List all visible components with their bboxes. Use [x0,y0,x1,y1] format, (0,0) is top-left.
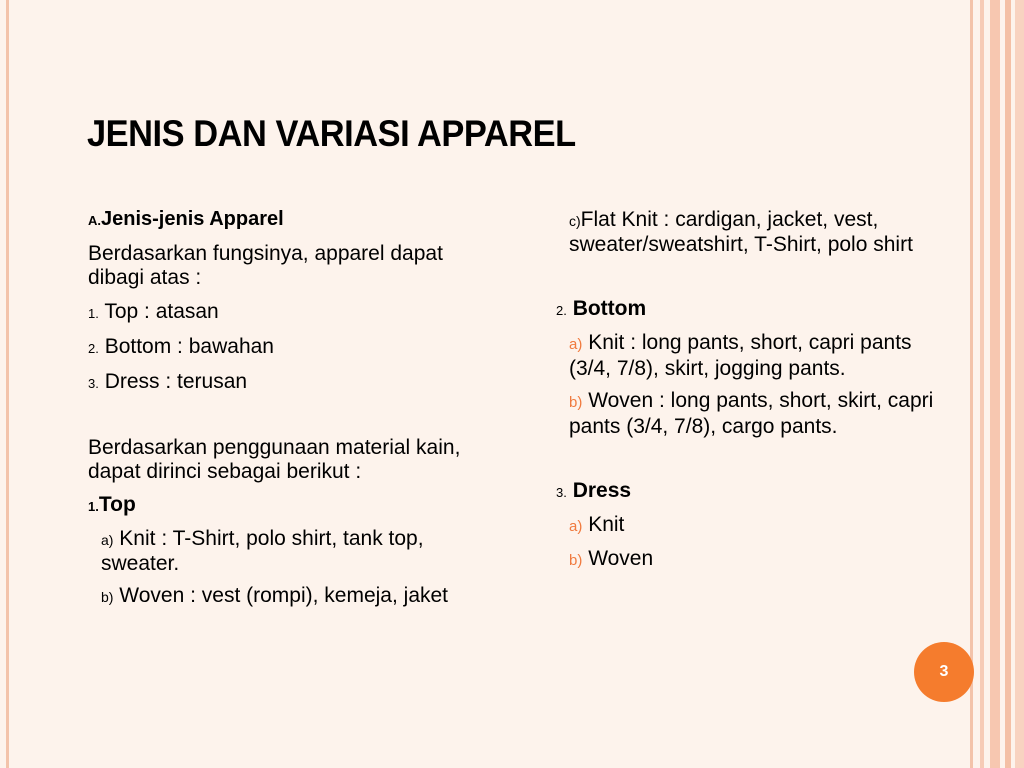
list-item [88,335,498,361]
sub-marker: b) [569,394,583,411]
list-sep: : [138,300,156,323]
page-number-badge [914,642,974,702]
decor-stripe [990,0,1000,768]
top-marker: 1. [88,499,99,514]
sub-marker: a) [569,518,583,535]
sub-text: Woven : vest (rompi), kemeja, jaket [119,584,449,607]
sub-text: Knit : long pants, short, capri pants (3/4, 7/8), skirt, jogging pants. [569,331,912,380]
sub-item [88,584,498,609]
intro2-text: Berdasarkan penggunaan material kain, dapat dirinci sebagai berikut : [88,436,461,483]
list-item [88,300,498,326]
sub-marker: a) [569,336,583,353]
bottom-label: Bottom [572,297,647,320]
sub-text: Woven : long pants, short, skirt, capri pants (3/4, 7/8), cargo pants. [569,389,934,438]
list-marker: 3. [88,376,99,391]
top-label: Top [98,493,136,516]
list-item [88,370,498,396]
sub-item [556,331,956,381]
right-column [556,208,956,573]
sub-marker: b) [101,589,114,605]
sub-text: Knit : T-Shirt, polo shirt, tank top, sweater. [101,527,424,575]
dress-heading [556,479,956,505]
top-heading [88,493,498,519]
decor-stripe [980,0,984,768]
section-title: Jenis-jenis Apparel [101,208,284,230]
sub-marker: a) [101,532,114,548]
list-marker: 2. [88,341,99,356]
bottom-heading [556,297,956,323]
sub-marker: b) [569,552,583,569]
list-desc: terusan [177,370,248,393]
list-term: Bottom [104,335,172,358]
list-sep: : [171,335,189,358]
decor-stripe [1005,0,1011,768]
list-desc: atasan [155,300,219,323]
sub-marker: c) [569,213,581,229]
decor-stripe [1015,0,1024,768]
section-marker: A. [88,213,101,228]
intro-text: Berdasarkan fungsinya, apparel dapat dibagi atas : [88,242,443,289]
sub-item [556,389,956,439]
dress-label: Dress [572,479,632,502]
list-desc: bawahan [188,335,274,358]
dress-marker: 3. [556,485,567,500]
left-column [88,207,498,609]
sub-text: Woven [588,547,654,570]
section-heading [88,207,498,233]
sub-item [556,513,956,539]
list-term: Dress [104,370,160,393]
bottom-marker: 2. [556,303,567,318]
sub-item [556,547,956,573]
list-term: Top [104,300,139,323]
list-sep: : [159,370,178,393]
page-number: 3 [939,663,949,680]
sub-text: Knit [588,513,625,536]
slide-title: JENIS DAN VARIASI APPAREL [87,113,576,154]
list-marker: 1. [88,306,99,321]
sub-text: Flat Knit : cardigan, jacket, vest, sweater/sweatshirt, T-Shirt, polo shirt [569,208,913,256]
sub-item [88,527,498,576]
sub-item [556,208,956,257]
